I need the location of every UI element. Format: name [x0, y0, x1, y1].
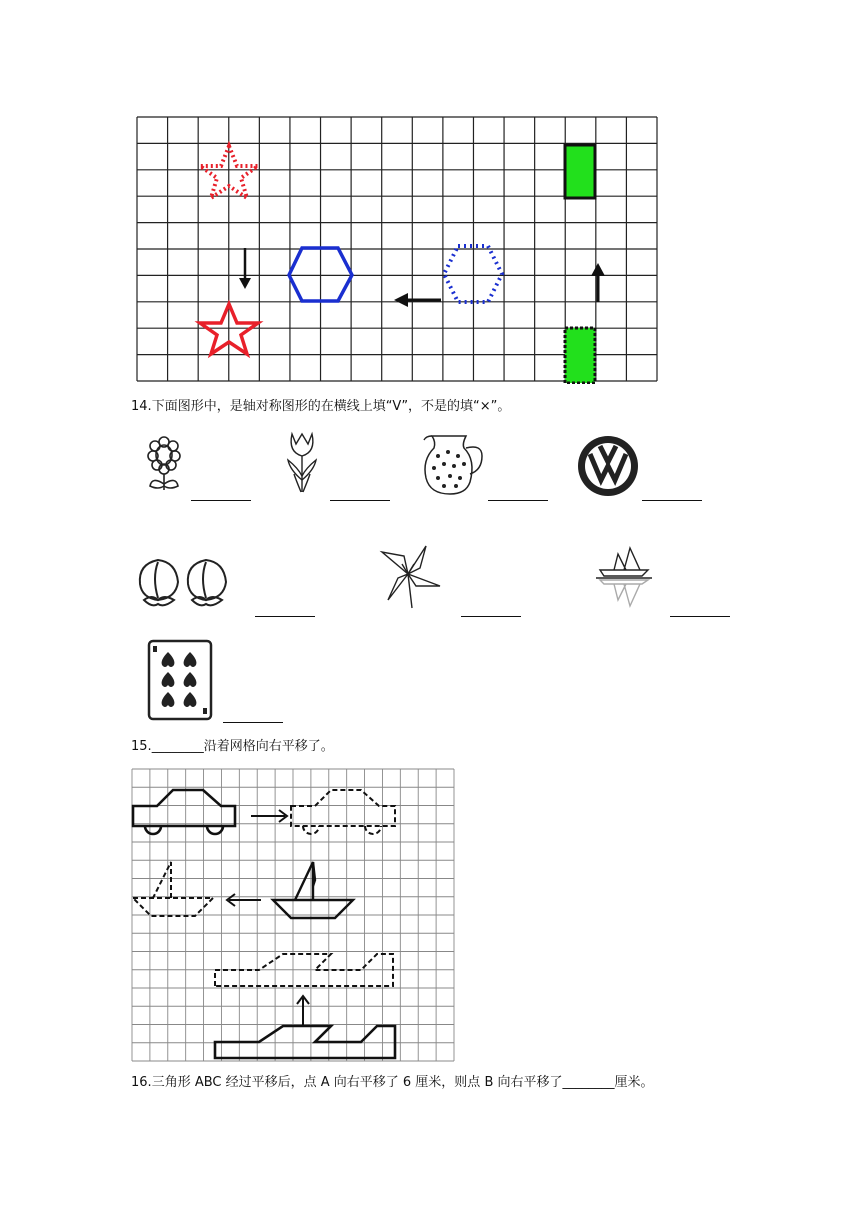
question-14	[131, 398, 510, 416]
left-arrow-icon	[394, 293, 441, 307]
car-shape-solid	[133, 790, 235, 834]
question-number: 14.	[131, 399, 152, 414]
question-text: 沿着网格向右平移了。	[203, 739, 334, 754]
block-shape-solid	[215, 1026, 395, 1058]
answer-blank-8[interactable]	[223, 722, 283, 723]
question-number: 15.	[131, 739, 152, 754]
right-arrow-icon	[251, 810, 287, 822]
down-arrow-icon	[239, 248, 251, 289]
answer-blank-2[interactable]	[330, 500, 390, 501]
vw-logo-icon	[576, 434, 640, 498]
question-16	[131, 1074, 654, 1092]
answer-blank-q16[interactable]: ________	[562, 1075, 615, 1090]
peaches-icon	[134, 554, 234, 610]
answer-blank-6[interactable]	[461, 616, 521, 617]
answer-blank-4[interactable]	[642, 500, 702, 501]
solid-green-rectangle	[565, 145, 595, 198]
left-arrow-icon-2	[227, 894, 261, 906]
jug-icon	[420, 430, 488, 498]
boat-shape-dashed	[133, 862, 213, 916]
question-text: 下面图形中，是轴对称图形的在横线上填“V”，不是的填“×”。	[151, 399, 511, 414]
question-text: 三角形 ABC 经过平移后，点 A 向右平移了 6 厘米，则点 B 向右平移了	[151, 1075, 563, 1090]
answer-blank-5[interactable]	[255, 616, 315, 617]
boat-reflection-icon	[594, 544, 654, 610]
playing-card-icon	[146, 638, 214, 722]
translation-grid-figure	[136, 116, 660, 384]
answer-blank-q15[interactable]: ________	[151, 739, 204, 754]
car-shape-dashed	[291, 790, 395, 834]
translation-grid-figure-2	[131, 768, 455, 1064]
question-15	[131, 738, 334, 756]
flower-icon	[140, 432, 190, 494]
answer-blank-3[interactable]	[488, 500, 548, 501]
dotted-green-rectangle	[565, 328, 595, 383]
tulip-icon	[282, 430, 322, 494]
pinwheel-icon	[374, 542, 444, 610]
up-arrow-icon-2	[297, 996, 309, 1026]
answer-blank-1[interactable]	[191, 500, 251, 501]
question-number: 16.	[131, 1075, 152, 1090]
answer-blank-7[interactable]	[670, 616, 730, 617]
question-text-end: 厘米。	[614, 1075, 654, 1090]
boat-shape-solid	[273, 862, 353, 918]
up-arrow-icon	[591, 263, 605, 302]
